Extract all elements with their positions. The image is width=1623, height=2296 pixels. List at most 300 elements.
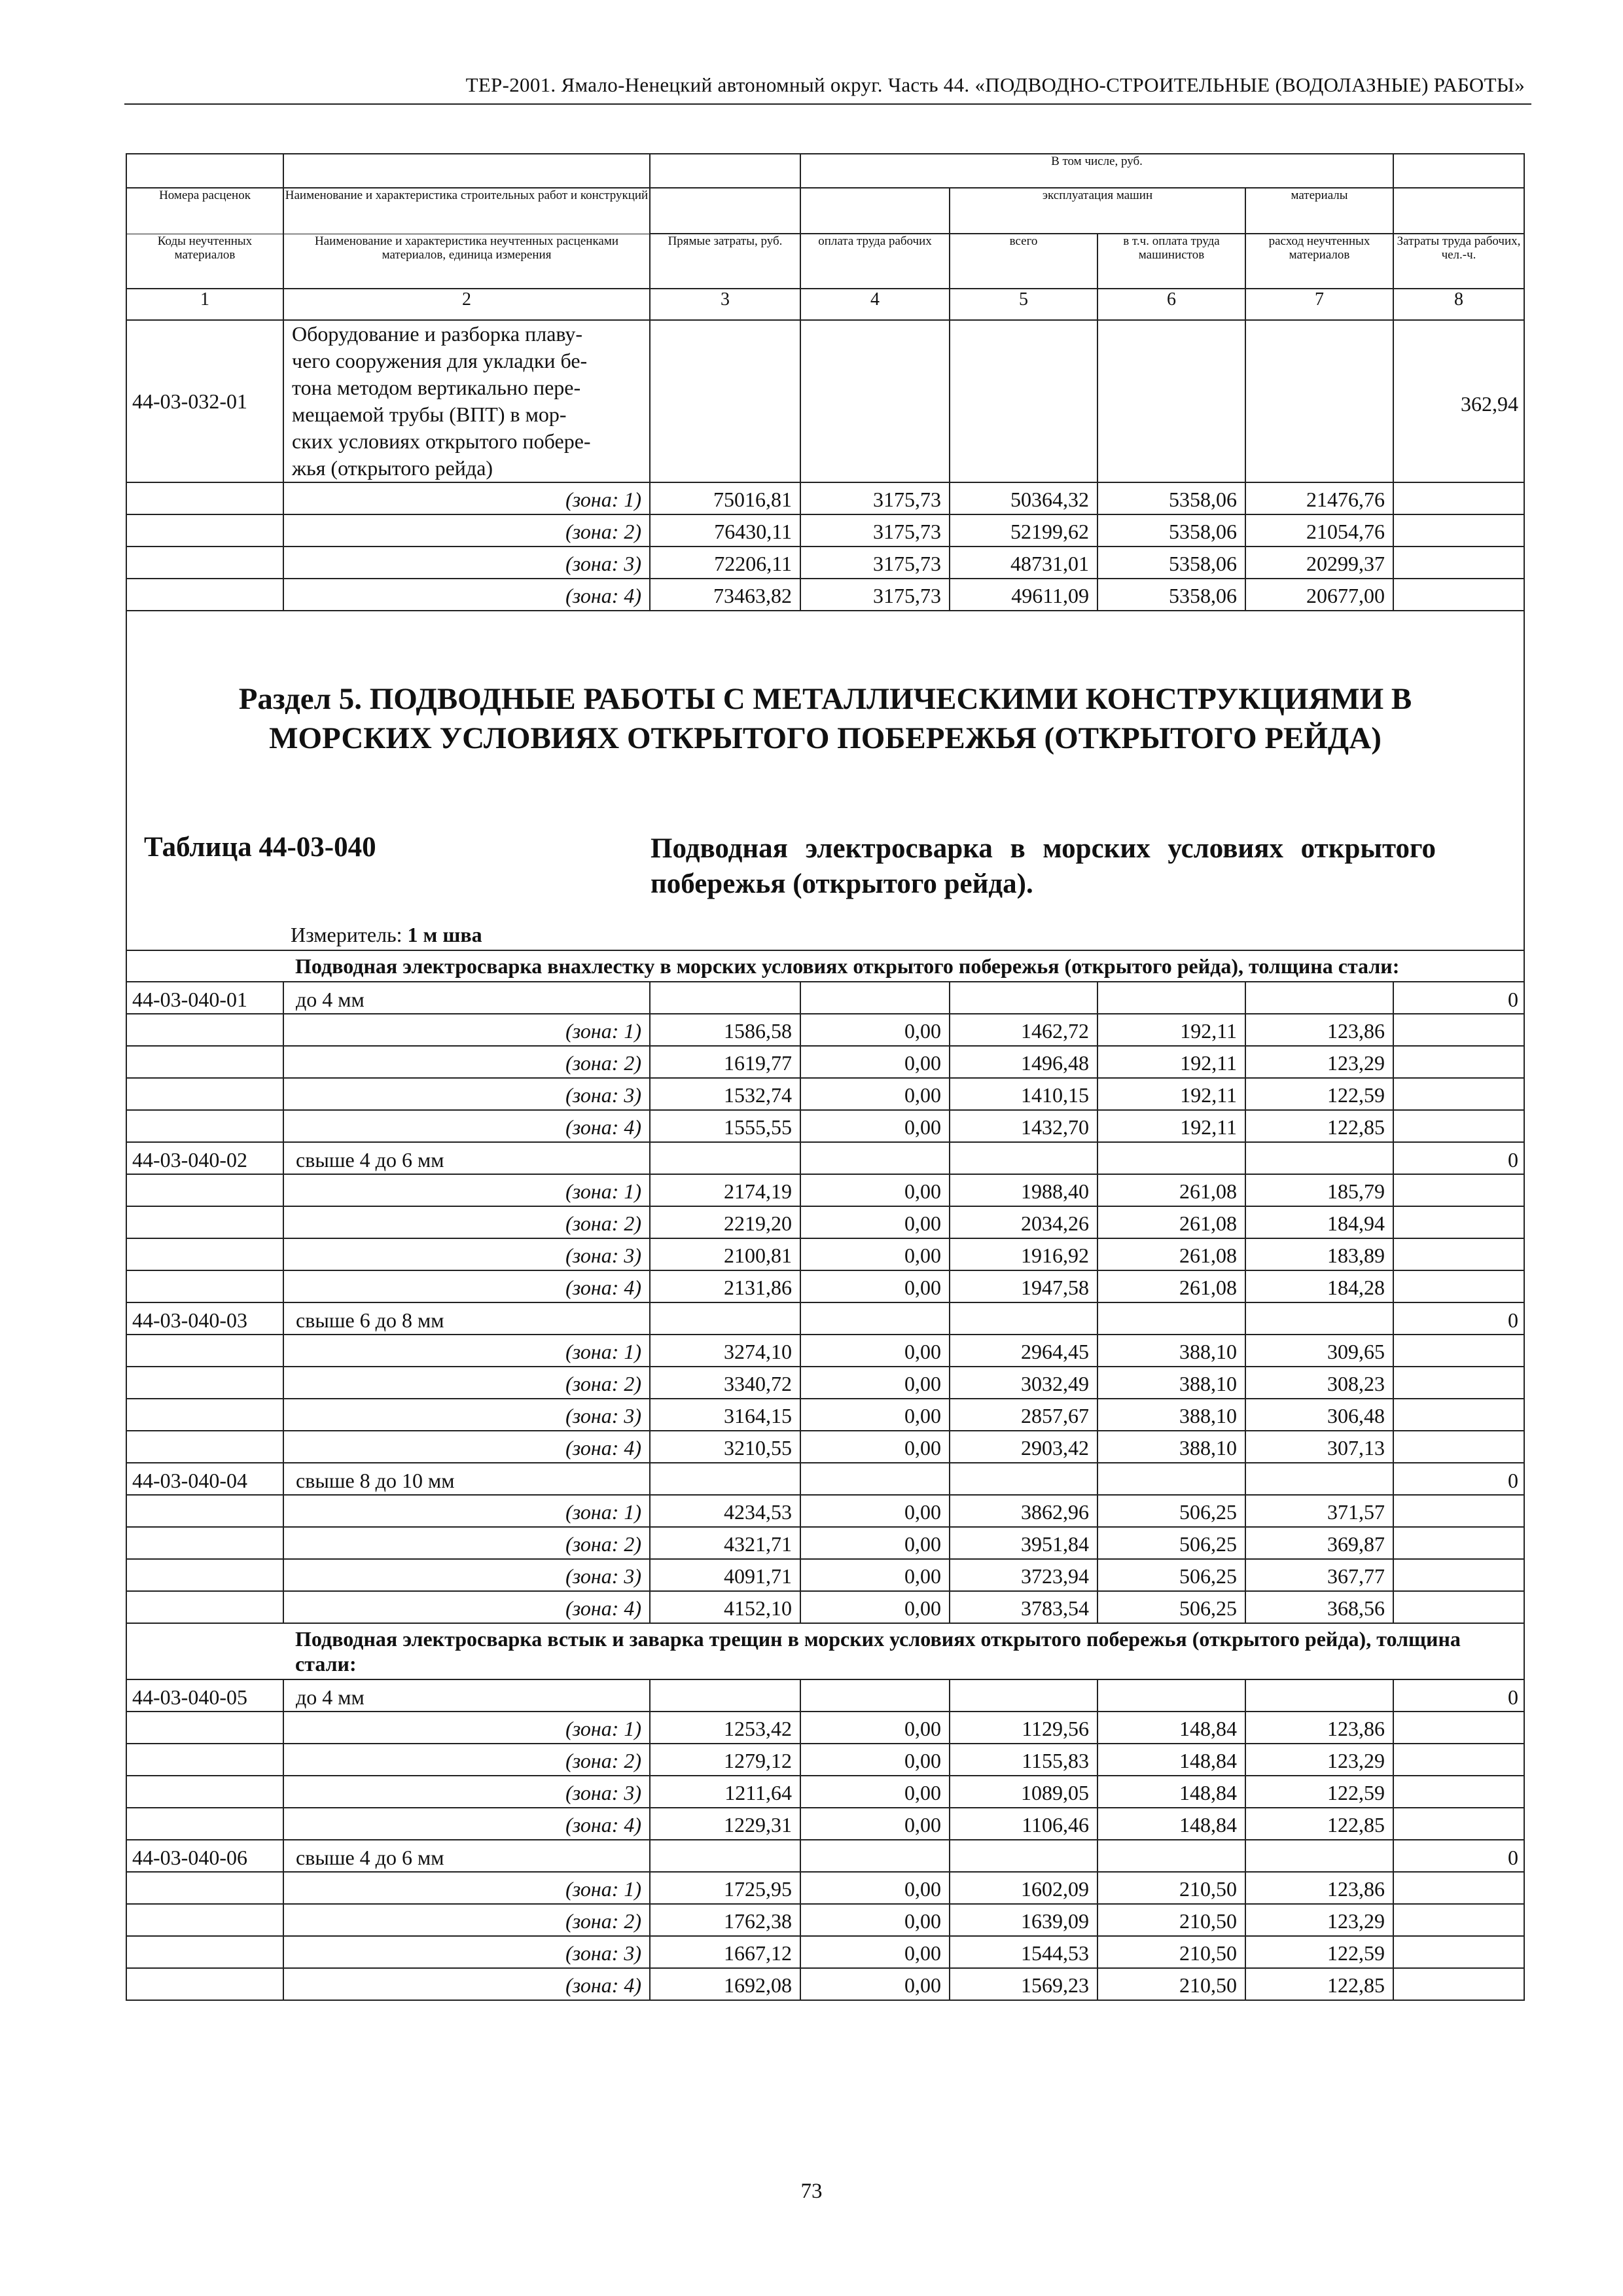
cost-machinists: 192,11 xyxy=(1097,1046,1245,1078)
rate-name: свыше 4 до 6 мм xyxy=(283,1142,650,1174)
col-number: 8 xyxy=(1393,289,1524,320)
rate-name-line: мещаемой трубы (ВПТ) в мор- xyxy=(292,403,567,426)
cost-direct: 1725,95 xyxy=(650,1872,800,1904)
zone-label: (зона: 1) xyxy=(283,482,650,514)
empty-cell xyxy=(126,1776,283,1808)
cost-mat: 309,65 xyxy=(1245,1335,1393,1367)
empty-cell xyxy=(800,1840,950,1872)
empty-cell xyxy=(1393,1936,1524,1968)
empty-cell xyxy=(1393,1174,1524,1206)
cost-wage: 0,00 xyxy=(800,1495,950,1527)
zone-label: (зона: 3) xyxy=(283,547,650,579)
cost-machinists: 192,11 xyxy=(1097,1014,1245,1046)
cost-machinists: 148,84 xyxy=(1097,1808,1245,1840)
group-title: Подводная электросварка внахлестку в морских условиях открытого побережья (открытого рейда), толщина стали: xyxy=(283,950,1524,982)
cost-mat: 369,87 xyxy=(1245,1527,1393,1559)
empty-cell xyxy=(1393,1744,1524,1776)
cost-mat: 185,79 xyxy=(1245,1174,1393,1206)
header-machines: эксплуатация машин xyxy=(950,188,1245,234)
empty-cell xyxy=(126,1399,283,1431)
cost-wage: 0,00 xyxy=(800,1174,950,1206)
cost-wage: 0,00 xyxy=(800,1238,950,1270)
empty-cell xyxy=(1393,1046,1524,1078)
cost-mat: 123,29 xyxy=(1245,1744,1393,1776)
empty-cell xyxy=(126,1431,283,1463)
col-number: 4 xyxy=(800,289,950,320)
cost-wage: 0,00 xyxy=(800,1936,950,1968)
cost-wage: 0,00 xyxy=(800,1968,950,2000)
cost-mach: 1462,72 xyxy=(950,1014,1097,1046)
cost-direct: 2174,19 xyxy=(650,1174,800,1206)
cost-direct: 1586,58 xyxy=(650,1014,800,1046)
cost-machinists: 192,11 xyxy=(1097,1110,1245,1142)
running-head: ТЕР-2001. Ямало-Ненецкий автономный округ. Часть 44. «ПОДВОДНО-СТРОИТЕЛЬНЫЕ (ВОДОЛАЗНЫЕ) РАБОТЫ» xyxy=(465,73,1525,96)
cost-wage: 0,00 xyxy=(800,1776,950,1808)
empty-cell xyxy=(800,320,950,482)
cost-machinists: 261,08 xyxy=(1097,1206,1245,1238)
empty-cell xyxy=(1393,1206,1524,1238)
empty-cell xyxy=(126,1335,283,1367)
empty-cell xyxy=(1245,320,1393,482)
cost-machinists: 506,25 xyxy=(1097,1559,1245,1591)
cost-wage: 0,00 xyxy=(800,1206,950,1238)
cost-wage: 0,00 xyxy=(800,1744,950,1776)
cost-machinists: 148,84 xyxy=(1097,1712,1245,1744)
header-materials: материалы xyxy=(1245,188,1393,234)
empty-cell xyxy=(126,1174,283,1206)
header-codes: Коды неучтенных материалов xyxy=(126,234,283,289)
cost-mat: 21054,76 xyxy=(1245,514,1393,547)
rate-name: свыше 6 до 8 мм xyxy=(283,1302,650,1335)
cost-wage: 0,00 xyxy=(800,1014,950,1046)
cost-mat: 307,13 xyxy=(1245,1431,1393,1463)
cost-machinists: 261,08 xyxy=(1097,1174,1245,1206)
empty-cell xyxy=(126,1014,283,1046)
cost-mach: 3862,96 xyxy=(950,1495,1097,1527)
rate-name: до 4 мм xyxy=(283,1679,650,1712)
empty-cell xyxy=(126,1559,283,1591)
cost-direct: 1692,08 xyxy=(650,1968,800,2000)
empty-cell xyxy=(800,1302,950,1335)
empty-cell xyxy=(650,1142,800,1174)
empty-cell xyxy=(1097,1302,1245,1335)
measure-value: 1 м шва xyxy=(407,923,482,946)
cost-wage: 0,00 xyxy=(800,1712,950,1744)
zone-label: (зона: 4) xyxy=(283,1270,650,1302)
rate-name-line: чего сооружения для укладки бе- xyxy=(292,349,588,372)
cost-direct: 1667,12 xyxy=(650,1936,800,1968)
empty-cell xyxy=(1393,1527,1524,1559)
cost-wage: 3175,73 xyxy=(800,514,950,547)
empty-cell xyxy=(126,1744,283,1776)
labor-cost: 362,94 xyxy=(1393,320,1524,482)
cost-machinists: 388,10 xyxy=(1097,1335,1245,1367)
empty-cell xyxy=(1393,482,1524,514)
empty-cell xyxy=(1393,1014,1524,1046)
empty-cell xyxy=(1393,1335,1524,1367)
cost-mat: 122,59 xyxy=(1245,1078,1393,1110)
cost-mach: 1089,05 xyxy=(950,1776,1097,1808)
zone-label: (зона: 4) xyxy=(283,1808,650,1840)
labor-cost: 0 xyxy=(1393,982,1524,1014)
empty-cell xyxy=(1393,1712,1524,1744)
empty-cell xyxy=(126,547,283,579)
header-wage: оплата труда рабочих xyxy=(800,234,950,289)
empty-cell xyxy=(950,1679,1097,1712)
empty-cell xyxy=(126,514,283,547)
empty-cell xyxy=(950,982,1097,1014)
empty-cell xyxy=(950,1142,1097,1174)
empty-cell xyxy=(126,1078,283,1110)
zone-label: (зона: 2) xyxy=(283,1046,650,1078)
empty-cell xyxy=(1393,1431,1524,1463)
zone-label: (зона: 4) xyxy=(283,1110,650,1142)
cost-mach: 2903,42 xyxy=(950,1431,1097,1463)
col-number: 2 xyxy=(283,289,650,320)
cost-machinists: 210,50 xyxy=(1097,1936,1245,1968)
empty-cell xyxy=(650,982,800,1014)
cost-mat: 371,57 xyxy=(1245,1495,1393,1527)
empty-cell xyxy=(1245,1302,1393,1335)
cost-direct: 72206,11 xyxy=(650,547,800,579)
cost-machinists: 192,11 xyxy=(1097,1078,1245,1110)
empty-cell xyxy=(126,1238,283,1270)
zone-label: (зона: 4) xyxy=(283,1431,650,1463)
table-number: Таблица 44-03-040 xyxy=(144,832,376,863)
empty-cell xyxy=(126,1712,283,1744)
rates-table xyxy=(126,153,1525,2001)
zone-label: (зона: 3) xyxy=(283,1776,650,1808)
cost-wage: 0,00 xyxy=(800,1078,950,1110)
empty-cell xyxy=(1393,1270,1524,1302)
empty-cell xyxy=(126,1270,283,1302)
rate-name-line: ских условиях открытого побере- xyxy=(292,429,591,453)
zone-label: (зона: 3) xyxy=(283,1559,650,1591)
rate-code: 44-03-040-04 xyxy=(126,1463,283,1495)
cost-machinists: 261,08 xyxy=(1097,1238,1245,1270)
section-title: Раздел 5. ПОДВОДНЫЕ РАБОТЫ С МЕТАЛЛИЧЕСКИМИ КОНСТРУКЦИЯМИ В xyxy=(238,682,1412,716)
cost-wage: 0,00 xyxy=(800,1399,950,1431)
cost-mat: 123,86 xyxy=(1245,1872,1393,1904)
cost-wage: 0,00 xyxy=(800,1110,950,1142)
zone-label: (зона: 3) xyxy=(283,1078,650,1110)
cost-direct: 4091,71 xyxy=(650,1559,800,1591)
header-cell xyxy=(650,188,800,234)
header-cell xyxy=(650,154,800,188)
cost-mat: 367,77 xyxy=(1245,1559,1393,1591)
cost-direct: 73463,82 xyxy=(650,579,800,611)
cost-mat: 123,86 xyxy=(1245,1014,1393,1046)
labor-cost: 0 xyxy=(1393,1679,1524,1712)
cost-direct: 1619,77 xyxy=(650,1046,800,1078)
cost-mat: 122,85 xyxy=(1245,1968,1393,2000)
empty-cell xyxy=(950,1463,1097,1495)
cost-mat: 123,29 xyxy=(1245,1904,1393,1936)
rate-code: 44-03-032-01 xyxy=(126,320,283,482)
cost-mat: 123,29 xyxy=(1245,1046,1393,1078)
header-cell xyxy=(126,154,283,188)
cost-mach: 1569,23 xyxy=(950,1968,1097,2000)
cost-direct: 3210,55 xyxy=(650,1431,800,1463)
cost-mach: 2034,26 xyxy=(950,1206,1097,1238)
labor-cost: 0 xyxy=(1393,1840,1524,1872)
empty-cell xyxy=(650,1302,800,1335)
cost-direct: 75016,81 xyxy=(650,482,800,514)
cost-mach: 1129,56 xyxy=(950,1712,1097,1744)
cost-wage: 3175,73 xyxy=(800,579,950,611)
empty-cell xyxy=(126,1495,283,1527)
section-block xyxy=(126,611,1524,950)
cost-wage: 0,00 xyxy=(800,1904,950,1936)
header-cell xyxy=(283,154,650,188)
empty-cell xyxy=(650,320,800,482)
rate-code: 44-03-040-05 xyxy=(126,1679,283,1712)
cost-mach: 1432,70 xyxy=(950,1110,1097,1142)
cost-mach: 1496,48 xyxy=(950,1046,1097,1078)
cost-mach: 52199,62 xyxy=(950,514,1097,547)
cost-direct: 3274,10 xyxy=(650,1335,800,1367)
rate-name: свыше 8 до 10 мм xyxy=(283,1463,650,1495)
cost-mat: 20299,37 xyxy=(1245,547,1393,579)
cost-mach: 1602,09 xyxy=(950,1872,1097,1904)
zone-label: (зона: 3) xyxy=(283,1936,650,1968)
cost-machinists: 210,50 xyxy=(1097,1968,1245,2000)
empty-cell xyxy=(800,1463,950,1495)
empty-cell xyxy=(126,1936,283,1968)
empty-cell xyxy=(800,1142,950,1174)
empty-cell xyxy=(1393,1904,1524,1936)
col-number: 6 xyxy=(1097,289,1245,320)
cost-machinists: 5358,06 xyxy=(1097,547,1245,579)
section-title-line2: МОРСКИХ УСЛОВИЯХ ОТКРЫТОГО ПОБЕРЕЖЬЯ (ОТКРЫТОГО РЕЙДА) xyxy=(269,721,1382,755)
cost-mat: 306,48 xyxy=(1245,1399,1393,1431)
cost-mach: 1410,15 xyxy=(950,1078,1097,1110)
cost-direct: 1253,42 xyxy=(650,1712,800,1744)
empty-cell xyxy=(1245,982,1393,1014)
cost-mach: 2964,45 xyxy=(950,1335,1097,1367)
empty-cell xyxy=(1393,514,1524,547)
cost-direct: 2131,86 xyxy=(650,1270,800,1302)
empty-cell xyxy=(126,1367,283,1399)
zone-label: (зона: 1) xyxy=(283,1335,650,1367)
cost-machinists: 210,50 xyxy=(1097,1904,1245,1936)
cost-direct: 1762,38 xyxy=(650,1904,800,1936)
cost-machinists: 506,25 xyxy=(1097,1591,1245,1623)
cost-wage: 0,00 xyxy=(800,1431,950,1463)
header-rule xyxy=(124,103,1531,105)
empty-cell xyxy=(126,579,283,611)
rate-name-line: жья (открытого рейда) xyxy=(292,456,493,480)
empty-cell xyxy=(1393,1110,1524,1142)
cost-machinists: 5358,06 xyxy=(1097,482,1245,514)
cost-mat: 184,28 xyxy=(1245,1270,1393,1302)
cost-mat: 122,85 xyxy=(1245,1808,1393,1840)
labor-cost: 0 xyxy=(1393,1142,1524,1174)
zone-label: (зона: 1) xyxy=(283,1872,650,1904)
cost-direct: 4321,71 xyxy=(650,1527,800,1559)
zone-label: (зона: 2) xyxy=(283,1527,650,1559)
header-mat-name: Наименование и характеристика неучтенных расценками материалов, единица измерения xyxy=(283,234,650,289)
rate-code: 44-03-040-06 xyxy=(126,1840,283,1872)
empty-cell xyxy=(1245,1463,1393,1495)
empty-cell xyxy=(126,1110,283,1142)
cost-direct: 3340,72 xyxy=(650,1367,800,1399)
rate-code: 44-03-040-03 xyxy=(126,1302,283,1335)
empty-cell xyxy=(126,1527,283,1559)
zone-label: (зона: 4) xyxy=(283,1591,650,1623)
zone-label: (зона: 3) xyxy=(283,1238,650,1270)
empty-cell xyxy=(1393,1872,1524,1904)
empty-cell xyxy=(650,1840,800,1872)
cost-direct: 2219,20 xyxy=(650,1206,800,1238)
zone-label: (зона: 4) xyxy=(283,1968,650,2000)
zone-label: (зона: 1) xyxy=(283,1014,650,1046)
zone-label: (зона: 1) xyxy=(283,1712,650,1744)
header-cell xyxy=(1393,154,1524,188)
cost-mat: 122,59 xyxy=(1245,1776,1393,1808)
empty-cell xyxy=(950,1840,1097,1872)
cost-mat: 20677,00 xyxy=(1245,579,1393,611)
empty-cell xyxy=(1245,1679,1393,1712)
rate-name-line: Оборудование и разборка плаву- xyxy=(292,322,583,346)
cost-direct: 4152,10 xyxy=(650,1591,800,1623)
cost-mach: 1155,83 xyxy=(950,1744,1097,1776)
empty-cell xyxy=(1097,982,1245,1014)
cost-wage: 0,00 xyxy=(800,1591,950,1623)
empty-cell xyxy=(950,320,1097,482)
cost-direct: 3164,15 xyxy=(650,1399,800,1431)
empty-cell xyxy=(650,1463,800,1495)
cost-mach: 48731,01 xyxy=(950,547,1097,579)
cost-wage: 0,00 xyxy=(800,1270,950,1302)
col-number: 1 xyxy=(126,289,283,320)
empty-cell xyxy=(1097,320,1245,482)
empty-cell xyxy=(126,1046,283,1078)
cost-mat: 184,94 xyxy=(1245,1206,1393,1238)
cost-machinists: 388,10 xyxy=(1097,1399,1245,1431)
empty-cell xyxy=(126,1904,283,1936)
empty-cell xyxy=(1393,1399,1524,1431)
cost-mach: 1947,58 xyxy=(950,1270,1097,1302)
header-work-name: Наименование и характеристика строительных работ и конструкций xyxy=(283,188,650,234)
header-incl-machinists: в т.ч. оплата труда машинистов xyxy=(1097,234,1245,289)
zone-label: (зона: 1) xyxy=(283,1174,650,1206)
cost-mat: 21476,76 xyxy=(1245,482,1393,514)
cost-machinists: 210,50 xyxy=(1097,1872,1245,1904)
cost-mach: 3032,49 xyxy=(950,1367,1097,1399)
empty-cell xyxy=(1393,1968,1524,2000)
cost-direct: 1229,31 xyxy=(650,1808,800,1840)
rate-name: до 4 мм xyxy=(283,982,650,1014)
cost-mach: 1639,09 xyxy=(950,1904,1097,1936)
empty-cell xyxy=(126,1623,283,1679)
col-number: 7 xyxy=(1245,289,1393,320)
empty-cell xyxy=(1393,1559,1524,1591)
empty-cell xyxy=(126,482,283,514)
cost-direct: 1555,55 xyxy=(650,1110,800,1142)
measure-label: Измеритель: xyxy=(291,923,402,946)
empty-cell xyxy=(1393,547,1524,579)
cost-machinists: 5358,06 xyxy=(1097,514,1245,547)
cost-direct: 1279,12 xyxy=(650,1744,800,1776)
empty-cell xyxy=(1393,1808,1524,1840)
header-cell xyxy=(800,188,950,234)
cost-wage: 0,00 xyxy=(800,1046,950,1078)
zone-label: (зона: 2) xyxy=(283,1367,650,1399)
header-mat-use: расход неучтенных материалов xyxy=(1245,234,1393,289)
empty-cell xyxy=(1097,1142,1245,1174)
zone-label: (зона: 3) xyxy=(283,1399,650,1431)
cost-machinists: 261,08 xyxy=(1097,1270,1245,1302)
cost-mach: 2857,67 xyxy=(950,1399,1097,1431)
header-labor: Затраты труда рабочих, чел.-ч. xyxy=(1393,234,1524,289)
cost-wage: 0,00 xyxy=(800,1527,950,1559)
empty-cell xyxy=(1393,579,1524,611)
zone-label: (зона: 2) xyxy=(283,1744,650,1776)
cost-wage: 0,00 xyxy=(800,1335,950,1367)
cost-mach: 1106,46 xyxy=(950,1808,1097,1840)
header-cell xyxy=(1393,188,1524,234)
labor-cost: 0 xyxy=(1393,1463,1524,1495)
cost-machinists: 5358,06 xyxy=(1097,579,1245,611)
empty-cell xyxy=(950,1302,1097,1335)
cost-mat: 122,85 xyxy=(1245,1110,1393,1142)
empty-cell xyxy=(126,1968,283,2000)
empty-cell xyxy=(1097,1840,1245,1872)
cost-wage: 0,00 xyxy=(800,1559,950,1591)
header-rates-no: Номера расценок xyxy=(126,188,283,234)
cost-machinists: 148,84 xyxy=(1097,1776,1245,1808)
empty-cell xyxy=(1393,1591,1524,1623)
empty-cell xyxy=(126,1591,283,1623)
empty-cell xyxy=(126,950,283,982)
page-number: 73 xyxy=(800,2179,823,2203)
col-number: 3 xyxy=(650,289,800,320)
cost-mach: 1544,53 xyxy=(950,1936,1097,1968)
cost-mach: 3783,54 xyxy=(950,1591,1097,1623)
cost-mat: 183,89 xyxy=(1245,1238,1393,1270)
empty-cell xyxy=(1393,1238,1524,1270)
empty-cell xyxy=(800,1679,950,1712)
header-direct: Прямые затраты, руб. xyxy=(650,234,800,289)
header-total: всего xyxy=(950,234,1097,289)
cost-mach: 1916,92 xyxy=(950,1238,1097,1270)
zone-label: (зона: 4) xyxy=(283,579,650,611)
cost-mach: 3723,94 xyxy=(950,1559,1097,1591)
group-title: Подводная электросварка встык и заварка трещин в морских условиях открытого побережья (открытого рейда), толщина стали: xyxy=(283,1623,1524,1679)
zone-label: (зона: 1) xyxy=(283,1495,650,1527)
cost-wage: 0,00 xyxy=(800,1872,950,1904)
cost-direct: 76430,11 xyxy=(650,514,800,547)
zone-label: (зона: 2) xyxy=(283,1904,650,1936)
cost-mat: 122,59 xyxy=(1245,1936,1393,1968)
rate-code: 44-03-040-02 xyxy=(126,1142,283,1174)
cost-mat: 368,56 xyxy=(1245,1591,1393,1623)
cost-mach: 50364,32 xyxy=(950,482,1097,514)
rate-name-line: тона методом вертикально пере- xyxy=(292,376,581,399)
rate-name: свыше 4 до 6 мм xyxy=(283,1840,650,1872)
rate-code: 44-03-040-01 xyxy=(126,982,283,1014)
empty-cell xyxy=(800,982,950,1014)
measure-unit xyxy=(127,923,1524,950)
cost-wage: 0,00 xyxy=(800,1367,950,1399)
cost-mach: 49611,09 xyxy=(950,579,1097,611)
cost-wage: 3175,73 xyxy=(800,547,950,579)
cost-direct: 1532,74 xyxy=(650,1078,800,1110)
col-number: 5 xyxy=(950,289,1097,320)
cost-direct: 2100,81 xyxy=(650,1238,800,1270)
table-caption xyxy=(127,831,1524,923)
